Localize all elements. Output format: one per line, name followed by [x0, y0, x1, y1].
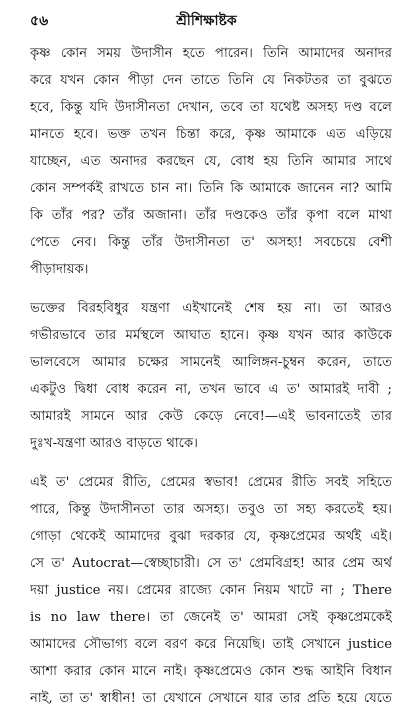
- text-line: গোড়া থেকেই আমাদের বুঝা দরকার যে, কৃষ্ণপ্রেমের অর্থই এই।: [30, 529, 392, 544]
- text-line: মানতে হবে। ভক্ত তখন চিন্তা করে, কৃষ্ণ আমাকে এত এড়িয়ে: [30, 127, 392, 142]
- text-line: কি তাঁর পর? তাঁর অজানা। তাঁর দণ্ডকেও তাঁর কৃপা বলে মাথা: [30, 208, 392, 223]
- text-line: কৃষ্ণ কোন সময় উদাসীন হতে পারেন। তিনি আমাদের অনাদর: [30, 46, 392, 61]
- running-title: শ্রীশিক্ষাষ্টক: [176, 13, 237, 29]
- text-line: ভালবেসে আমার চক্ষের সামনেই আলিঙ্গন-চুম্বন করেন, তাতে: [30, 355, 392, 370]
- text-line: আমারই সামনে আর কেউ কেড়ে নেবে!—এই ভাবনাতেই তার: [30, 409, 392, 424]
- paragraph-3: [30, 469, 392, 712]
- text-line: ভক্তের বিরহবিধুর যন্ত্রণা এইখানেই শেষ হয় না। তা আরও: [30, 301, 392, 316]
- text-line: is no law there। তা জেনেই ত' আমরা সেই কৃষ্ণপ্রেমকেই: [30, 610, 392, 625]
- page-header: [0, 10, 413, 32]
- text-line: একটুও দ্বিধা বোধ করেন না, তখন ভাবে এ ত' আমারই দাবী ;: [30, 382, 392, 397]
- text-line: নাই, তা ত' স্বাধীন! তা যেখানে সেখানে যার তার প্রতি হয়ে যেতে: [30, 691, 392, 706]
- text-line: দয়া justice নয়। প্রেমের রাজ্যে কোন নিয়ম খাটে না ; There: [30, 583, 392, 598]
- text-line: আমাদের সৌভাগ্য বলে বরণ করে নিয়েছি। তাই সেখানে justice: [30, 637, 392, 652]
- body-text: [30, 40, 392, 712]
- page-number: ৫৬: [30, 13, 49, 29]
- text-line: সে ত' Autocrat—স্বেচ্ছাচারী। সে ত' প্রেমবিগ্রহ! আর প্রেম অর্থ: [30, 556, 392, 571]
- text-line: এই ত' প্রেমের রীতি, প্রেমের স্বভাব! প্রেমের রীতি সবই সহিতে: [30, 475, 392, 490]
- text-line: গভীরভাবে তার মর্মস্থলে আঘাত হানে। কৃষ্ণ যখন আর কাউকে: [30, 328, 392, 343]
- paragraph-2: [30, 295, 392, 457]
- text-line: কোন সম্পর্কই রাখতে চান না। তিনি কি আমাকে জানেন না? আমি: [30, 181, 392, 196]
- text-line: পেতে নেব। কিন্তু তাঁর উদাসীনতা ত' অসহ্য! সবচেয়ে বেশী: [30, 235, 392, 250]
- text-line: যাচ্ছেন, এত অনাদর করছেন যে, বোধ হয় তিনি আমার সাথে: [30, 154, 392, 169]
- text-line: দুঃখ-যন্ত্রণা আরও বাড়তে থাকে।: [30, 436, 198, 451]
- text-line: হবে, কিন্তু যদি উদাসীনতা দেখান, তবে তা যথেষ্ট অসহ্য দণ্ড বলে: [30, 100, 392, 115]
- text-line: করে যখন কোন পীড়া দেন তাতে তিনি যে নিকটতর তা বুঝতে: [30, 73, 392, 88]
- text-line: পীড়াদায়ক।: [30, 262, 89, 277]
- paragraph-1: [30, 40, 392, 283]
- text-line: আশা করার কোন মানে নাই। কৃষ্ণপ্রেমেও কোন শুদ্ধ আইনি বিধান: [30, 664, 392, 679]
- text-line: পারে, কিন্তু উদাসীনতা তার অসহ্য। তবুও তা সহ্য করতেই হয়।: [30, 502, 392, 517]
